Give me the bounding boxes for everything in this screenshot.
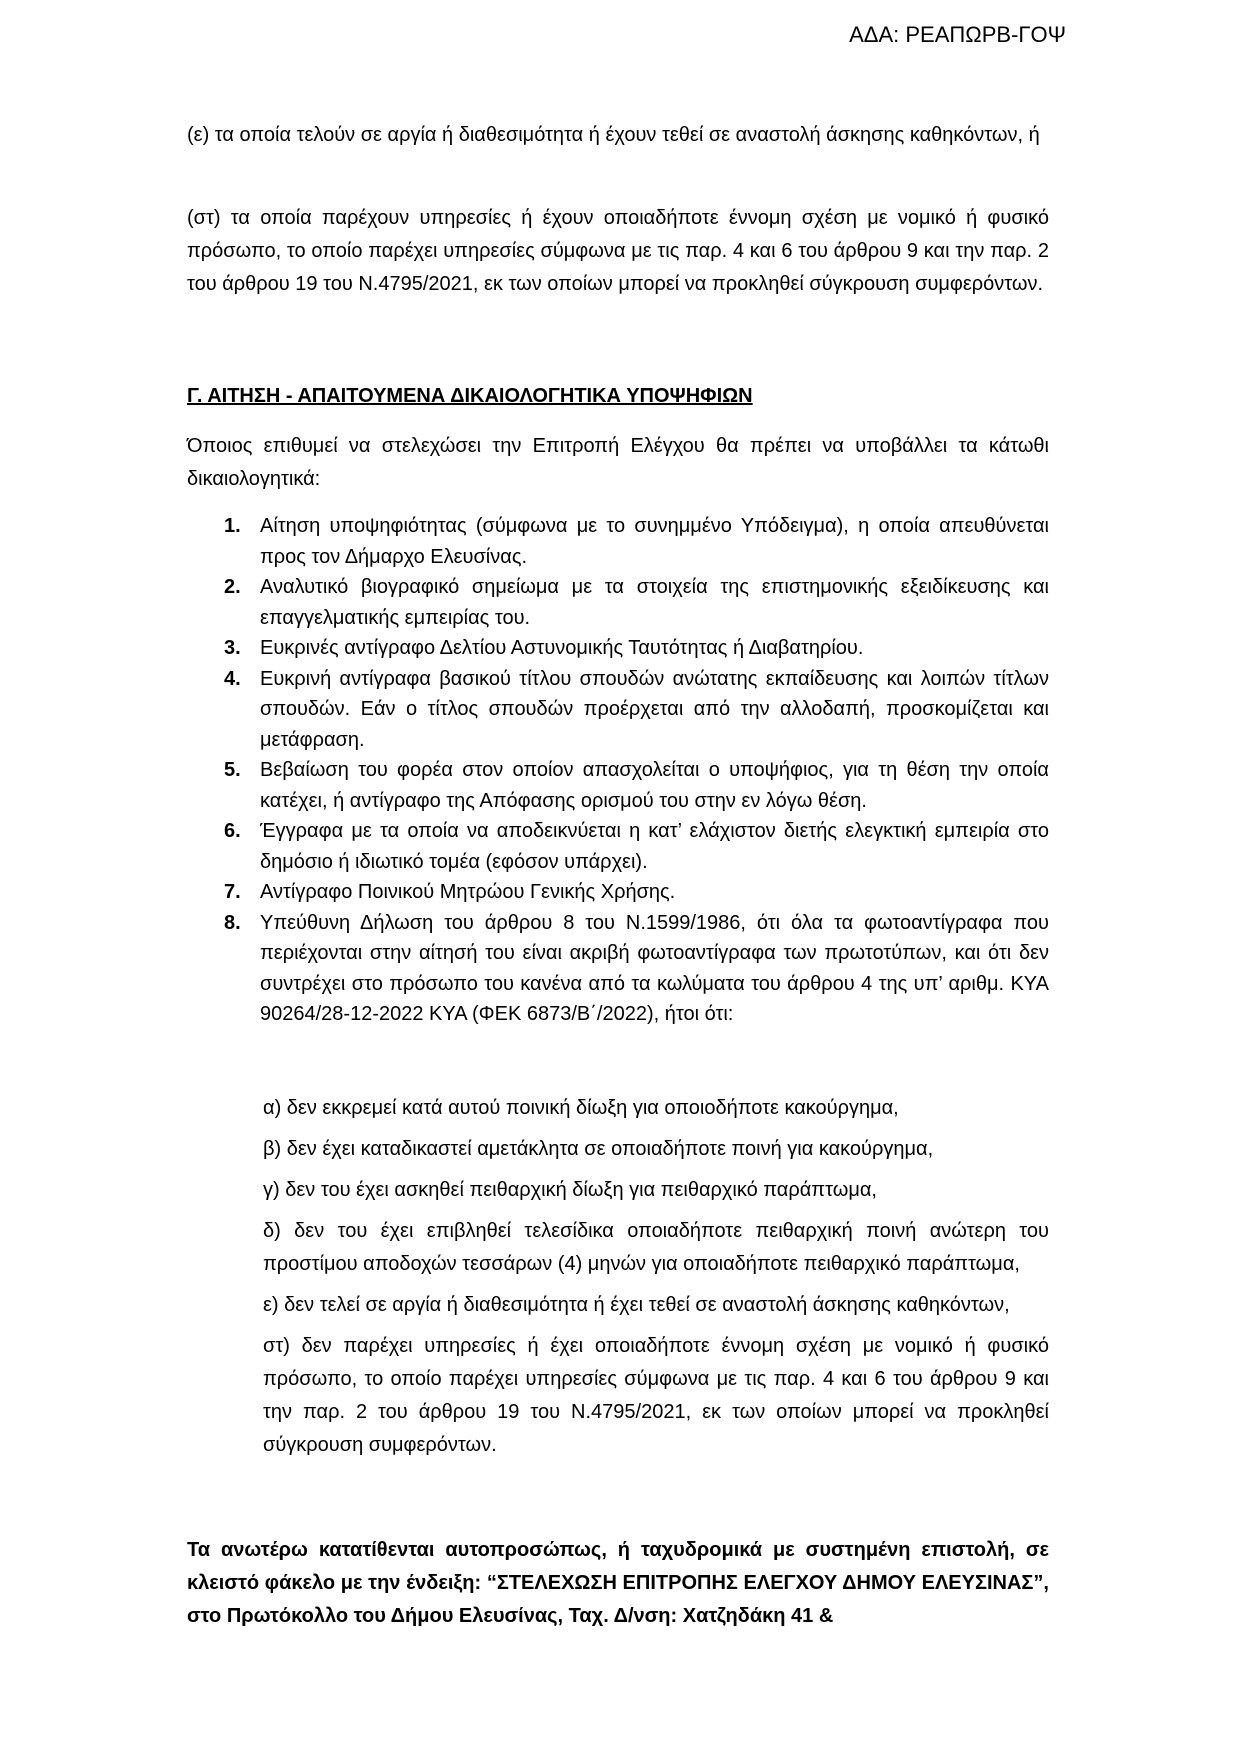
condition-item: β) δεν έχει καταδικαστεί αμετάκλητα σε οποιαδήποτε ποινή για κακούργημα, xyxy=(263,1138,934,1160)
list-item xyxy=(224,664,1049,756)
list-item-text: Έγγραφα με τα οποία να αποδεικνύεται η κατ’ ελάχιστον διετής ελεγκτική εμπειρία στο δημόσιο ή ιδιωτικό τομέα (εφόσον υπάρχει). xyxy=(260,820,1049,873)
list-item-number: 6. xyxy=(224,820,241,842)
list-item-text: Βεβαίωση του φορέα στον οποίον απασχολείται ο υποψήφιος, για τη θέση την οποία κατέχει, ή αντίγραφο της Απόφασης ορισμού του στην εν λόγω θέση. xyxy=(260,759,1049,812)
list-item xyxy=(224,755,1049,816)
list-item xyxy=(224,572,1049,633)
list-item-number: 1. xyxy=(224,515,241,537)
list-item xyxy=(224,908,1049,1030)
list-item xyxy=(224,816,1049,877)
list-item-text: Ευκρινές αντίγραφο Δελτίου Αστυνομικής Ταυτότητας ή Διαβατηρίου. xyxy=(260,637,864,659)
paragraph-e xyxy=(187,119,1049,152)
list-item-number: 2. xyxy=(224,576,241,598)
list-item-text: Ευκρινή αντίγραφα βασικού τίτλου σπουδών ανώτατης εκπαίδευσης και λοιπών τίτλων σπουδών. Εάν ο τίτλος σπουδών προέρχεται από την αλλοδαπή, προσκομίζεται και μετάφραση. xyxy=(260,667,1049,751)
condition-item: γ) δεν του έχει ασκηθεί πειθαρχική δίωξη για πειθαρχικό παράπτωμα, xyxy=(263,1179,877,1201)
paragraph-e-text: (ε) τα οποία τελούν σε αργία ή διαθεσιμότητα ή έχουν τεθεί σε αναστολή άσκησης καθηκόντων, ή xyxy=(187,124,1040,146)
list-item-number: 4. xyxy=(224,667,241,690)
list-item-number: 5. xyxy=(224,759,241,781)
list-item-number: 3. xyxy=(224,637,241,659)
condition-item: στ) δεν παρέχει υπηρεσίες ή έχει οποιαδήποτε έννομη σχέση με νομικό ή φυσικό πρόσωπο, το οποίο παρέχει υπηρεσίες σύμφωνα με τις παρ. 4 και 6 του άρθρου 9 και την παρ. 2 του άρθρου 19 του Ν.4795/2021, εκ των οποίων μπορεί να προκληθεί σύγκρουση συμφερόντων. xyxy=(263,1335,1049,1456)
ada-code: ΑΔΑ: ΡΕΑΠΩΡΒ-ΓΟΨ xyxy=(849,22,1066,47)
paragraph-st xyxy=(187,202,1049,301)
condition-item: α) δεν εκκρεμεί κατά αυτού ποινική δίωξη για οποιοδήποτε κακούργημα, xyxy=(263,1097,899,1119)
declaration-conditions xyxy=(263,1092,1049,1470)
section-intro-text: Όποιος επιθυμεί να στελεχώσει την Επιτροπή Ελέγχου θα πρέπει να υποβάλλει τα κάτωθι δικαιολογητικά: xyxy=(187,435,1049,490)
condition-item: δ) δεν του έχει επιβληθεί τελεσίδικα οποιαδήποτε πειθαρχική ποινή ανώτερη του προστίμου αποδοχών τεσσάρων (4) μηνών για οποιαδήποτε πειθαρχικό παράπτωμα, xyxy=(263,1220,1049,1275)
list-item-text: Αντίγραφο Ποινικού Μητρώου Γενικής Χρήσης. xyxy=(260,881,676,903)
requirements-list xyxy=(224,511,1049,1030)
section-intro xyxy=(187,430,1049,496)
list-item xyxy=(224,877,1049,908)
paragraph-st-text: (στ) τα οποία παρέχουν υπηρεσίες ή έχουν οποιαδήποτε έννομη σχέση με νομικό ή φυσικό πρόσωπο, το οποίο παρέχει υπηρεσίες σύμφωνα με τις παρ. 4 και 6 του άρθρου 9 και την παρ. 2 του άρθρου 19 του Ν.4795/2021, εκ των οποίων μπορεί να προκληθεί σύγκρουση συμφερόντων. xyxy=(187,207,1049,295)
list-item-text: Αναλυτικό βιογραφικό σημείωμα με τα στοιχεία της επιστημονικής εξειδίκευσης και επαγγελματικής εμπειρίας του. xyxy=(260,576,1049,629)
submission-instructions: Τα ανωτέρω κατατίθενται αυτοπροσώπως, ή ταχυδρομικά με συστημένη επιστολή, σε κλειστό φάκελο με την ένδειξη: “ΣΤΕΛΕΧΩΣΗ ΕΠΙΤΡΟΠΗΣ ΕΛΕΓΧΟΥ ΔΗΜΟΥ ΕΛΕΥΣΙΝΑΣ”, στο Πρωτόκολλο του Δήμου Ελευσίνας, Ταχ. Δ/νση: Χατζηδάκη 41 & xyxy=(187,1539,1049,1627)
section-heading: Γ. ΑΙΤΗΣΗ - ΑΠΑΙΤΟΥΜΕΝΑ ΔΙΚΑΙΟΛΟΓΗΤΙΚΑ ΥΠΟΨΗΦΙΩΝ xyxy=(187,385,753,407)
condition-item: ε) δεν τελεί σε αργία ή διαθεσιμότητα ή έχει τεθεί σε αναστολή άσκησης καθηκόντων, xyxy=(263,1294,1010,1316)
list-item-text: Αίτηση υποψηφιότητας (σύμφωνα με το συνημμένο Υπόδειγμα), η οποία απευθύνεται προς τον Δήμαρχο Ελευσίνας. xyxy=(260,515,1049,568)
list-item-number: 7. xyxy=(224,881,241,903)
list-item-text: Υπεύθυνη Δήλωση του άρθρου 8 του Ν.1599/1986, ότι όλα τα φωτοαντίγραφα που περιέχονται στην αίτησή του είναι ακριβή φωτοαντίγραφα των πρωτοτύπων, και ότι δεν συντρέχει στο πρόσωπο του κανένα από τα κωλύματα του άρθρου 4 της υπ’ αριθμ. ΚΥΑ 90264/28-12-2022 ΚΥΑ (ΦΕΚ 6873/Β΄/2022), ήτοι ότι: xyxy=(260,911,1049,1025)
list-item xyxy=(224,511,1049,572)
list-item xyxy=(224,633,1049,664)
list-item-number: 8. xyxy=(224,911,241,934)
